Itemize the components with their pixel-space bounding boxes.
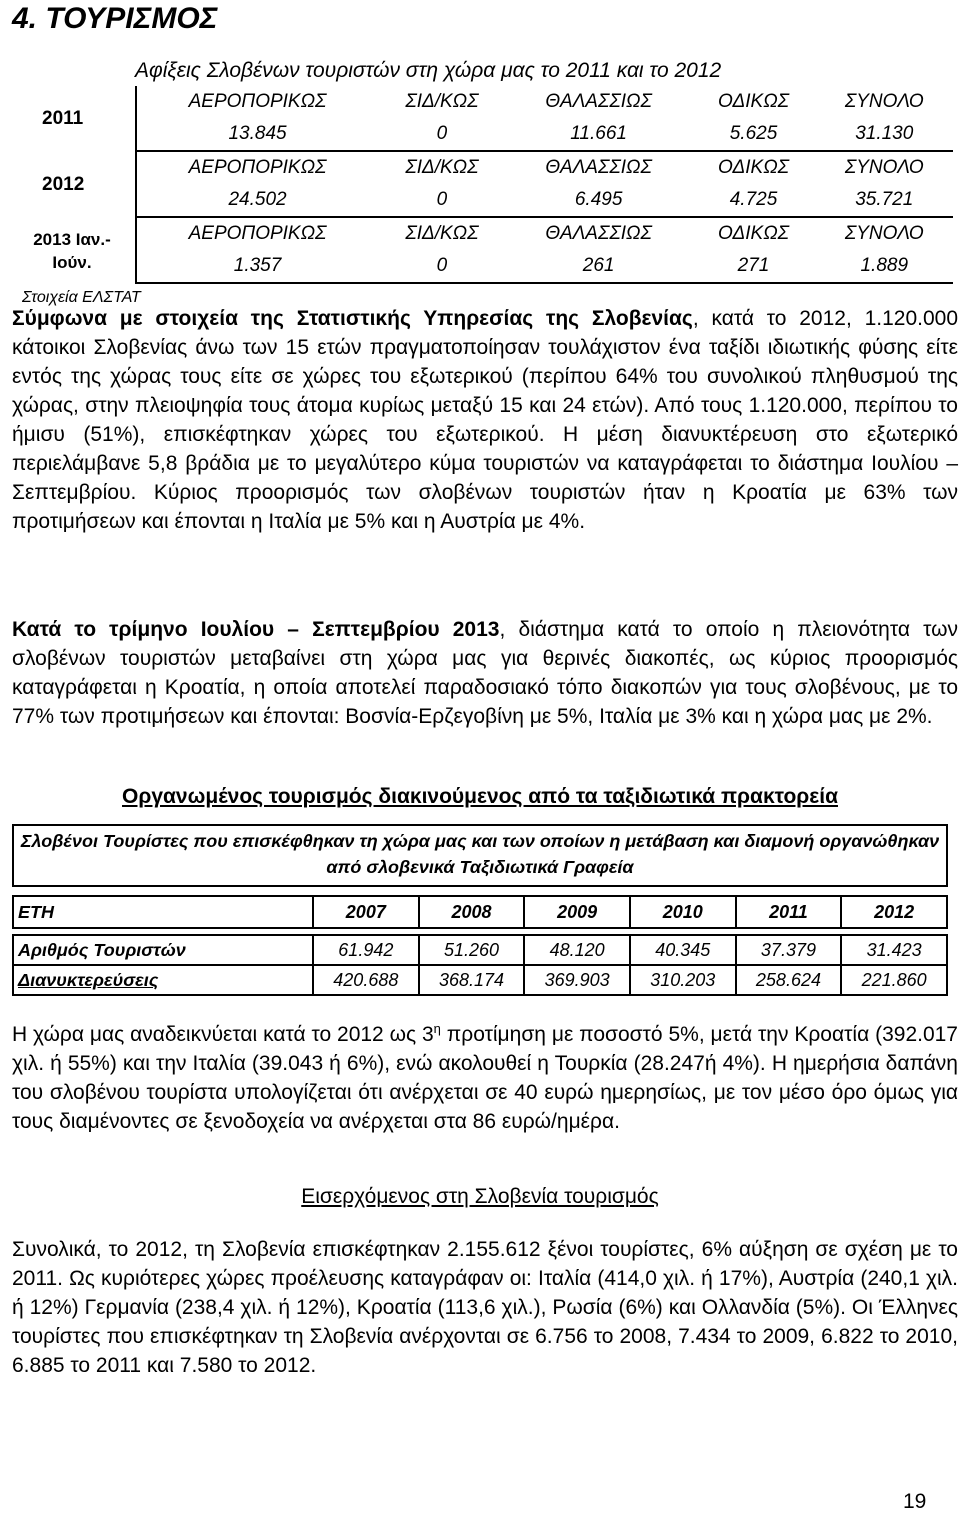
col-header: ΘΑΛΑΣΣΙΩΣ [545,91,652,112]
inbound-title: Εισερχόμενος στη Σλοβενία τουρισμός [301,1185,659,1208]
cell: 48.120 [524,935,630,965]
arrivals-table [135,86,953,284]
paragraph-4 [12,1235,958,1380]
cell: 1.889 [816,250,953,283]
col-header: ΣΙΔ/ΚΩΣ [405,91,479,112]
col-header: ΑΕΡΟΠΟΡΙΚΩΣ [136,151,378,184]
page-heading: 4. ΤΟΥΡΙΣΜΟΣ [12,2,218,35]
col-header: ΟΔΙΚΩΣ [717,223,790,244]
col-header: ΣΥΝΟΛΟ [844,223,924,244]
cell: 35.721 [816,184,953,217]
stats-header-row [13,896,947,928]
year-header: 2011 [736,896,842,928]
paragraph-2-bold: Κατά το τρίμηνο Ιουλίου – Σεπτεμβρίου 2013 [12,618,500,641]
year-header: 2008 [419,896,525,928]
year-header: 2007 [313,896,419,928]
year-label-2011: 2011 [42,108,84,129]
year-header: 2012 [841,896,947,928]
cell: 368.174 [419,965,525,995]
organized-tourism-box: Σλοβένοι Τουρίστες που επισκέφθηκαν τη χώρα μας και των οποίων η μετάβαση και διαμονή οργανώθηκαν από σλοβενικά Ταξιδιωτικά Γραφεία [12,824,948,887]
section-title: Οργανωμένος τουρισμός διακινούμενος από τα ταξιδιωτικά πρακτορεία [122,785,838,808]
cell: 6.495 [506,184,692,217]
arrivals-header-row [136,86,953,118]
spacer-cell [13,928,947,935]
col-header: ΣΙΔ/ΚΩΣ [405,223,479,244]
paragraph-3 [12,1014,958,1136]
source-note: Στοιχεία ΕΛΣΤΑΤ [22,289,141,306]
arrivals-values-row [136,250,953,283]
year-header: 2010 [630,896,736,928]
year-header: 2009 [524,896,630,928]
cell: 369.903 [524,965,630,995]
cell: 0 [378,184,506,217]
row-label: Αριθμός Τουριστών [13,935,313,965]
paragraph-2-text: , διάστημα κατά το οποίο η πλειονότητα των σλοβένων τουριστών μεταβαίνει στη χώρα μας για θερινές διακοπές, ως κύριος προορισμός καταγράφεται η Κροατία, η οποία αποτελεί παραδοσιακό τόπο διακοπών για τους σλοβένους, με το 77% των προτιμήσεων και έπονται: Βοσνία-Ερζεγοβίνη με 5%, Ιταλία με 3% και η χώρα μας με 2%. [12,618,958,728]
stats-row-tourists [13,935,947,965]
cell: 261 [506,250,692,283]
cell: 4.725 [691,184,815,217]
arrivals-values-row [136,118,953,151]
paragraph-4-text: Συνολικά, το 2012, τη Σλοβενία επισκέφτηκαν 2.155.612 ξένοι τουρίστες, 6% αύξηση σε σχέση με το 2011. Ως κυριότερες χώρες προέλευσης καταγράφαν οι: Ιταλία (414,0 χιλ. ή 17%), Αυστρία (240,1 χιλ. ή 12%) Γερμανία (238,4 χιλ. ή 12%), Κροατία (113,6 χιλ.), Ρωσία (6%) και Ολλανδία (5%). Οι Έλληνες τουρίστες που επισκέφτηκαν τη Σλοβενία ανέρχονται σε 6.756 το 2008, 7.434 το 2009, 6.822 το 2010, 6.885 το 2011 και 7.580 το 2012. [12,1238,958,1377]
arrivals-title: Αφίξεις Σλοβένων τουριστών στη χώρα μας το 2011 και το 2012 [135,59,722,82]
col-header: ΣΙΔ/ΚΩΣ [405,157,479,178]
col-header: ΟΔΙΚΩΣ [717,157,790,178]
cell: 13.845 [136,118,378,151]
cell: 221.860 [841,965,947,995]
cell: 37.379 [736,935,842,965]
year-label-2013-line2: Ιούν. [52,253,92,272]
cell: 51.260 [419,935,525,965]
cell: 5.625 [691,118,815,151]
stats-row-overnights [13,965,947,995]
col-header: ΟΔΙΚΩΣ [717,91,790,112]
cell: 420.688 [313,965,419,995]
row-label: Διανυκτερεύσεις [13,965,313,995]
spacer-row [13,928,947,935]
arrivals-values-row [136,184,953,217]
cell: 11.661 [506,118,692,151]
paragraph-1-text: , κατά το 2012, 1.120.000 κάτοικοι Σλοβενίας άνω των 15 ετών πραγματοποίησαν τουλάχιστον ένα ταξίδι ιδιωτικής φύσης είτε εντός της χώρας τους είτε σε χώρες του εξωτερικού (περίπου 64% του συνολικού πληθυσμού της χώρας, στην πλειοψηφία τους άτομα κυρίως μεταξύ 15 και 24 ετών). Από τους 1.120.000, περίπου το ήμισυ (51%), επισκέφτηκαν χώρες του εξωτερικού. Η μέση διανυκτέρευση στο εξωτερικό περιελάμβανε 5,8 βράδια με το μεγαλύτερο κύμα τουριστών να καταγράφεται το διάστημα Ιουλίου – Σεπτεμβρίου. Κύριος προορισμός των σλοβένων τουριστών ήταν η Κροατία με 63% των προτιμήσεων και έπονται η Ιταλία με 5% και η Αυστρία με 4%. [12,307,958,533]
superscript: η [433,1021,441,1036]
year-label-2013-line1: 2013 Ιαν.- [33,230,111,249]
stats-header-label: ΕΤΗ [13,896,313,928]
paragraph-3-part1: Η χώρα μας αναδεικνύεται κατά το 2012 ως 3 [12,1023,434,1046]
paragraph-2 [12,615,958,731]
paragraph-1 [12,304,958,536]
cell: 310.203 [630,965,736,995]
year-label-2013 [22,228,122,274]
cell: 1.357 [136,250,378,283]
year-label-2012: 2012 [42,174,85,195]
col-header: ΣΥΝΟΛΟ [844,91,924,112]
stats-table [12,895,948,996]
cell: 31.423 [841,935,947,965]
arrivals-header-row [136,151,953,184]
page-number: 19 [903,1490,927,1513]
col-header: ΑΕΡΟΠΟΡΙΚΩΣ [136,217,378,250]
cell: 0 [378,250,506,283]
col-header: ΘΑΛΑΣΣΙΩΣ [545,157,652,178]
cell: 0 [378,118,506,151]
cell: 61.942 [313,935,419,965]
col-header: ΣΥΝΟΛΟ [844,157,924,178]
paragraph-3-part2: προτίμηση με ποσοστό 5%, μετά την Κροατία (392.017 χιλ. ή 55%) και την Ιταλία (39.043 ή 6%), ενώ ακολουθεί η Τουρκία (28.247ή 4%). Η ημερήσια δαπάνη του σλοβένου τουρίστα υπολογίζεται ότι ανέρχεται σε 40 ευρώ ημερησίως, με τον μέσο όρο όμως για τους διαμένοντες σε ξενοδοχεία να ανέρχεται στα 86 ευρώ/ημέρα. [12,1023,958,1133]
cell: 31.130 [816,118,953,151]
cell: 24.502 [136,184,378,217]
col-header: ΑΕΡΟΠΟΡΙΚΩΣ [136,86,378,118]
cell: 258.624 [736,965,842,995]
col-header: ΘΑΛΑΣΣΙΩΣ [545,223,652,244]
cell: 40.345 [630,935,736,965]
arrivals-header-row [136,217,953,250]
paragraph-1-bold: Σύμφωνα με στοιχεία της Στατιστικής Υπηρεσίας της Σλοβενίας [12,307,693,330]
cell: 271 [691,250,815,283]
